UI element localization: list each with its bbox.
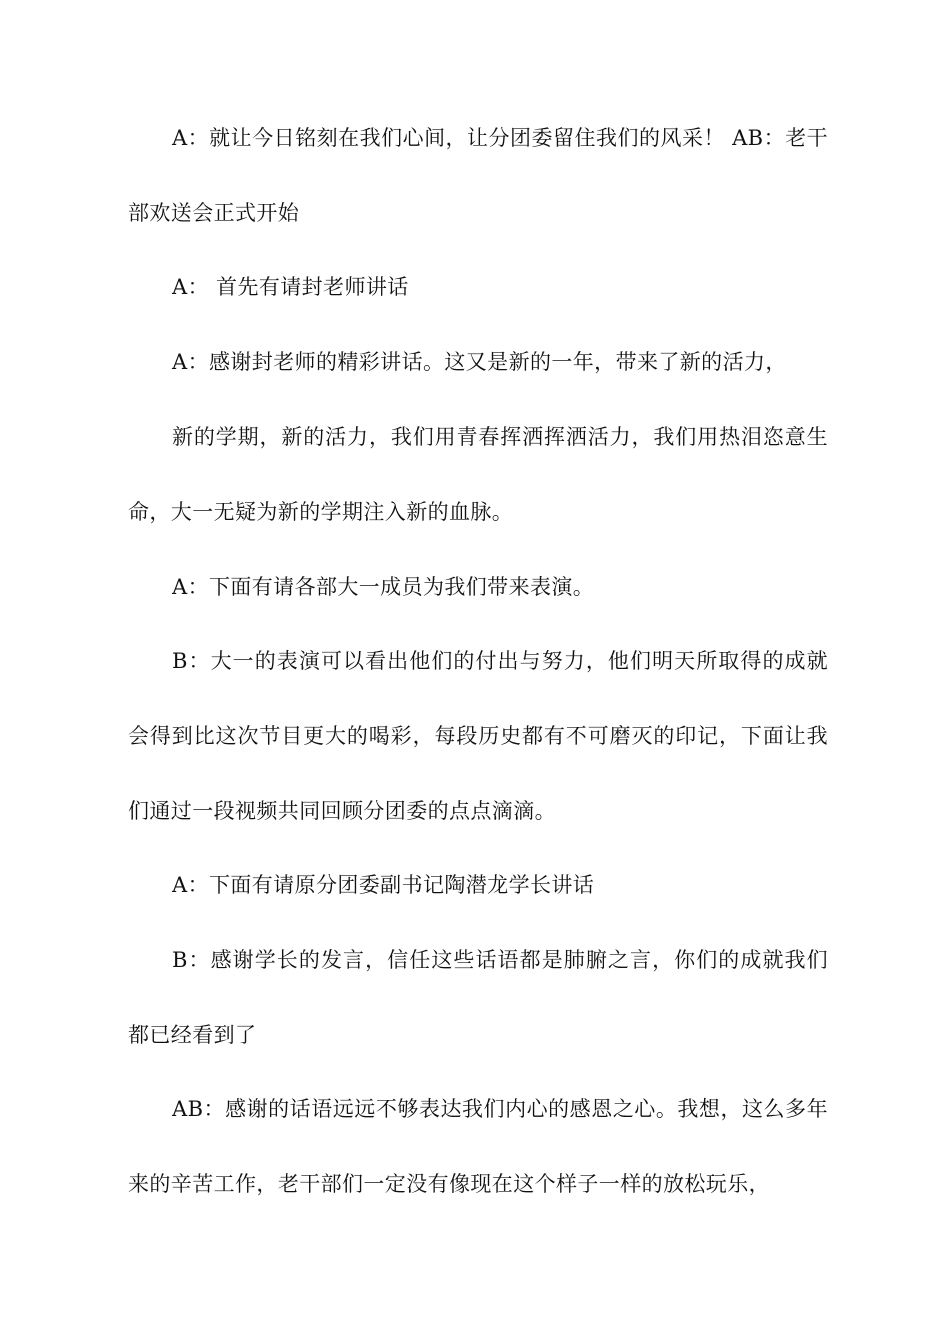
paragraph-thanks-teacher: A：感谢封老师的精彩讲话。这又是新的一年，带来了新的活力， xyxy=(172,350,787,374)
paragraph-opening: A：就让今日铭刻在我们心间，让分团委留住我们的风采！ AB：老干部欢送会正式开始 xyxy=(128,126,828,225)
paragraph-gratitude: AB：感谢的话语远远不够表达我们内心的感恩之心。我想，这么多年来的辛苦工作，老干部们一定没有像现在这个样子一样的放松玩乐， xyxy=(128,1097,828,1196)
paragraph-performance-review: B：大一的表演可以看出他们的付出与努力，他们明天所取得的成就会得到比这次节目更大的喝彩，每段历史都有不可磨灭的印记，下面让我们通过一段视频共同回顾分团委的点点滴滴。 xyxy=(128,649,828,823)
paragraph-thanks-alumni: B：感谢学长的发言，信任这些话语都是肺腑之言，你们的成就我们都已经看到了 xyxy=(128,948,828,1047)
paragraph-new-semester: 新的学期，新的活力，我们用青春挥洒挥洒活力，我们用热泪恣意生命，大一无疑为新的学期注入新的血脉。 xyxy=(128,425,828,524)
paragraph-teacher-speech-intro: A： 首先有请封老师讲话 xyxy=(172,275,409,299)
paragraph-performance-intro: A：下面有请各部大一成员为我们带来表演。 xyxy=(172,575,595,599)
paragraph-alumni-speech-intro: A：下面有请原分团委副书记陶潜龙学长讲话 xyxy=(172,873,595,897)
